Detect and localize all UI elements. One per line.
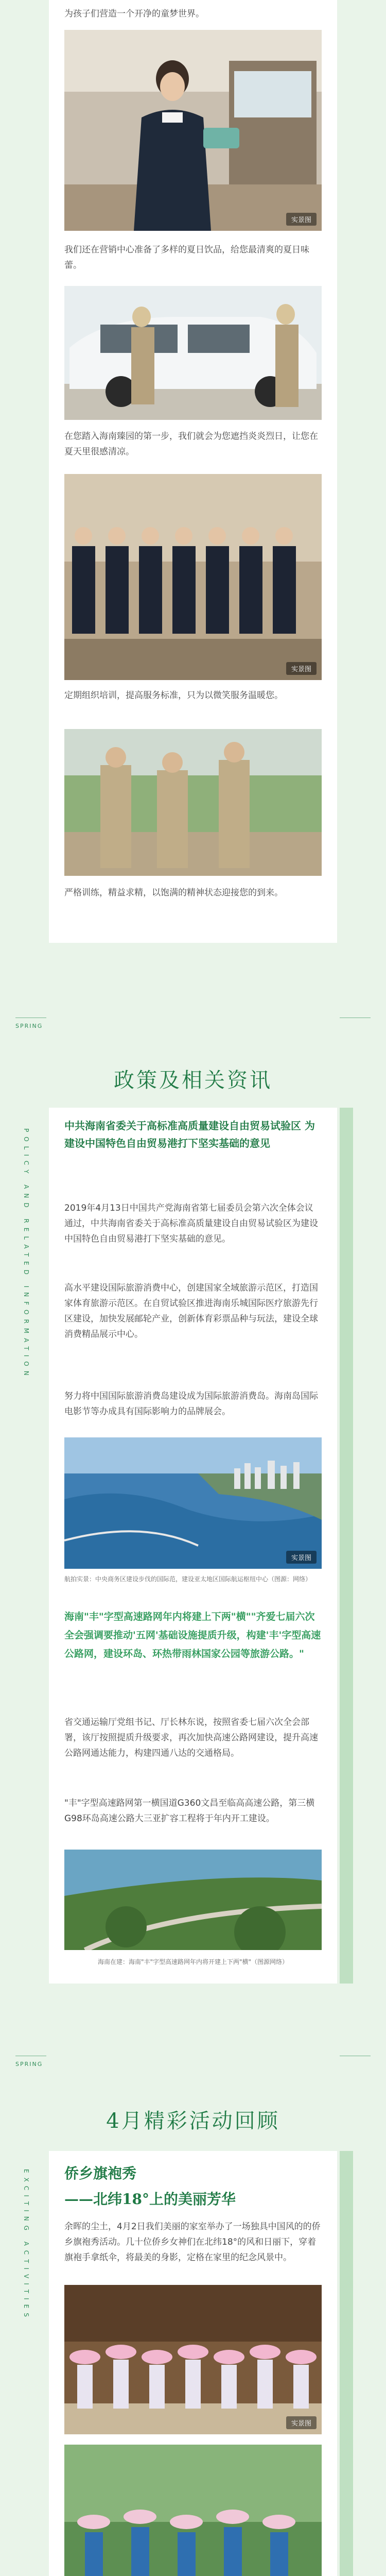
photo-staff-lineup [64, 474, 322, 680]
service-card [49, 0, 337, 943]
photo-tag: 实景图 [286, 213, 317, 226]
service-intro-text: 为孩子们营造一个开净的童梦世界。 [64, 9, 204, 19]
photo-highway-aerial [64, 1850, 322, 1950]
policy-photo1-caption: 航拍实景：中央商务区建设步伐的国际范，建设亚太地区国际航运枢纽中心（图源：网络） [64, 1575, 312, 1583]
policy-card [49, 1108, 337, 1984]
policy-para-5: "丰"字型高速路网第一横国道G360文昌至临高高速公路，第三横G98环岛高速公路大三亚扩容工程将于年内开工建设。 [64, 1798, 315, 1824]
photo-tag: 实景图 [286, 1551, 317, 1564]
service-caption-5: 严格训练，精益求精，以饱满的精神状态迎接您的到来。 [64, 888, 283, 898]
photo-qipao-group [64, 2285, 322, 2434]
activity-card [49, 2151, 337, 2576]
activity-side-bar [340, 2151, 353, 2576]
photo-qipao-performers [64, 2445, 322, 2576]
activity-subtitle-2: ——北纬18°上的美丽芳华 [64, 2191, 236, 2208]
policy-para-4: 省交通运输厅党组书记、厅长林东说，按照省委七届六次全会部署，该厅按照提质升级要求，再次加快高速公路网建设，提升高速公路网通达能力，构建四通八达的交通格局。 [64, 1717, 318, 1758]
policy-side-bar [340, 1108, 353, 1984]
policy-side-label: SPRING [15, 1023, 43, 1029]
photo-tag: 实景图 [286, 662, 317, 675]
photo-staff-drinks [64, 30, 322, 231]
service-caption-3: 在您踏入海南臻园的第一步，我们就会为您遮挡炎炎烈日，让您在夏天里很感清凉。 [64, 431, 318, 457]
photo-security-training [64, 729, 322, 876]
policy-para-3: 努力将中国国际旅游消费岛建设成为国际旅游消费岛。海南岛国际电影节等办成具有国际影响力的品牌展会。 [64, 1391, 318, 1417]
service-caption-4: 定期组织培训，提高服务标准，只为以微笑服务温暖您。 [64, 690, 283, 701]
activity-subtitle-1: 侨乡旗袍秀 [64, 2165, 137, 2182]
policy-highlight: 海南"丰"字型高速路网年内将建上下两"横""齐爱七届六次全会强调要推动'五网'基础设施提质升级，构建'丰'字型高速公路网，建设环岛、环热带雨林国家公园等旅游公路。" [64, 1611, 321, 1659]
policy-para-2: 高水平建设国际旅游消费中心，创建国家全域旅游示范区，打造国家体育旅游示范区。在自贸试验区推进海南乐城国际医疗旅游先行区建设，加快发展邮轮产业，创新体育彩票品种与玩法，建设全球消费精品展示中心。 [64, 1283, 318, 1340]
policy-photo2-caption: 海南在建：海南"丰"字型高速路网年内将开建上下两"横"（图源网络） [97, 1958, 289, 1965]
activity-side-label: SPRING [15, 2061, 43, 2067]
photo-aerial-city [64, 1437, 322, 1569]
activity-paragraph: 余晖的尘土，4月2日我们美丽的家室举办了一场独具中国风的的侨乡旗袍秀活动。几十位侨乡女神们在北纬18°的风和日丽下，穿着旗袍手拿纸伞，将最美的身影，定格在家里的纪念风景中。 [64, 2222, 321, 2263]
policy-vertical-label: POLICY AND RELATED INFORMATION [23, 1128, 30, 1380]
photo-car-door [64, 286, 322, 420]
policy-headline: 中共海南省委关于高标准高质量建设自由贸易试验区 为建设中国特色自由贸易港打下坚实基础的意见 [64, 1120, 315, 1149]
policy-para-1: 2019年4月13日中国共产党海南省第七届委员会第六次全体会议通过，中共海南省委关于高标准高质量建设自由贸易试验区为建设中国特色自由贸易港打下坚实基础的意见。 [64, 1203, 318, 1244]
policy-section-title: 政策及相关资讯 [114, 1069, 272, 1092]
photo-tag: 实景图 [286, 2416, 317, 2429]
activity-section-title: 4月精彩活动回顾 [106, 2109, 280, 2133]
activity-vertical-label: EXCITING ACTIVITIES [23, 2169, 30, 2321]
service-caption-2: 我们还在营销中心准备了多样的夏日饮品，给您最清爽的夏日味蕾。 [64, 245, 309, 270]
